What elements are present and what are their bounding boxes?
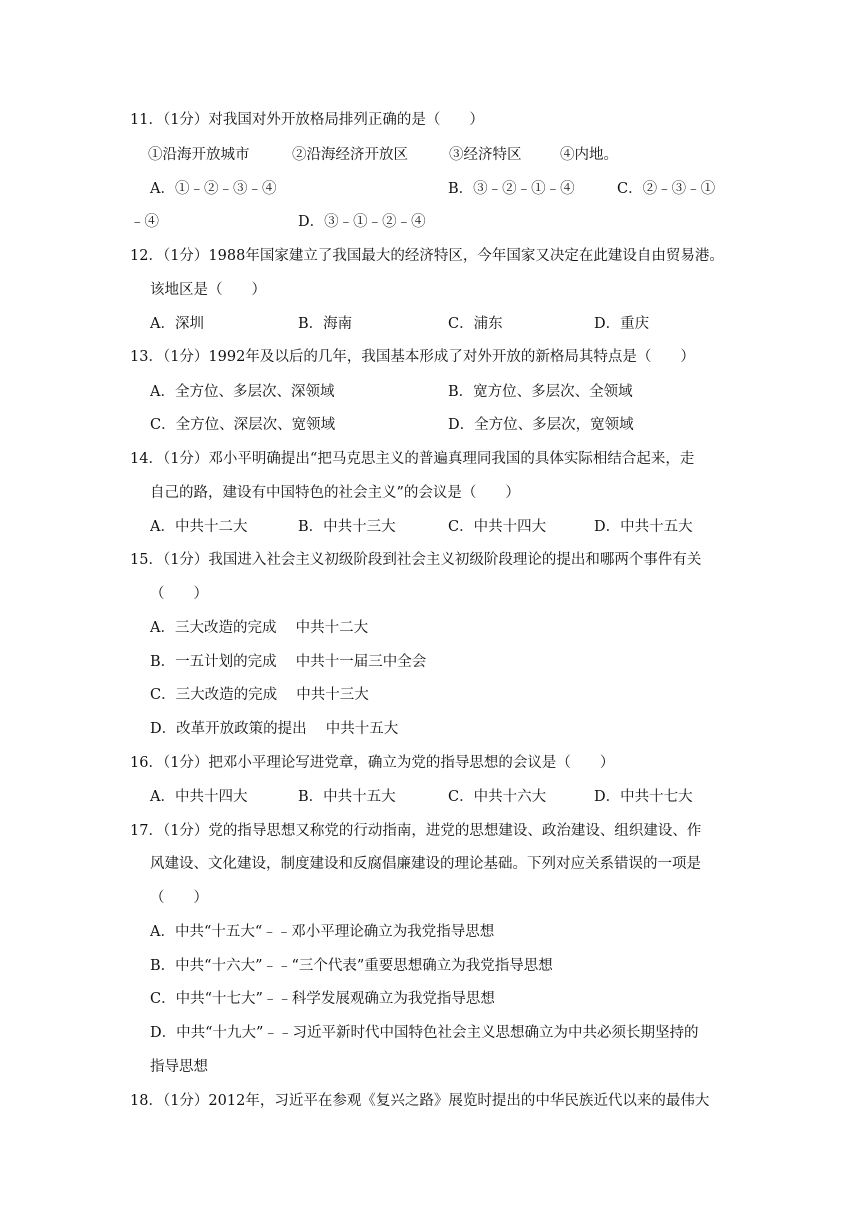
q16-option-a: A．中共十四大 bbox=[150, 789, 248, 805]
q16-option-d: D．中共十七大 bbox=[594, 789, 693, 805]
q12-stem-line1: 12．（1分）1988年国家建立了我国最大的经济特区，今年国家又决定在此建设自由贸易港。 bbox=[130, 248, 724, 264]
q14-stem-line1: 14．（1分）邓小平明确提出“把马克思主义的普遍真理同我国的具体实际相结合起来，走 bbox=[130, 451, 695, 467]
q17-option-a: A．中共“十五大“﹣﹣邓小平理论确立为我党指导思想 bbox=[150, 924, 495, 940]
q12-stem-line2: 该地区是（ ） bbox=[150, 282, 266, 298]
q17-option-b: B．中共“十六大”﹣﹣“三个代表”重要思想确立为我党指导思想 bbox=[150, 958, 553, 974]
q15-option-c: C．三大改造的完成 中共十三大 bbox=[150, 687, 369, 703]
q14-option-c: C．中共十四大 bbox=[448, 519, 547, 535]
q14-option-b: B．中共十三大 bbox=[298, 519, 396, 535]
q15-option-a: A．三大改造的完成 中共十二大 bbox=[150, 620, 369, 636]
q14-option-a: A．中共十二大 bbox=[150, 519, 248, 535]
q11-option-b: B．③﹣②﹣①﹣④ bbox=[448, 181, 575, 197]
q17-option-d: D．中共“十九大”﹣﹣习近平新时代中国特色社会主义思想确立为中共必须长期坚持的 bbox=[150, 1025, 699, 1041]
q11-option-c: C．②﹣③﹣① bbox=[617, 181, 716, 197]
q12-option-b: B．海南 bbox=[298, 316, 353, 332]
q11-option-d: D．③﹣①﹣②﹣④ bbox=[298, 214, 426, 230]
q12-option-c: C．浦东 bbox=[448, 316, 503, 332]
q13-option-d: D．全方位、多层次，宽领域 bbox=[448, 417, 634, 433]
q12-option-a: A．深圳 bbox=[150, 316, 204, 332]
q12-option-d: D．重庆 bbox=[594, 316, 650, 332]
q11-item-3: ③经济特区 bbox=[449, 147, 522, 163]
q14-stem-line2: 自己的路，建设有中国特色的社会主义”的会议是（ ） bbox=[150, 485, 520, 501]
q17-stem-line1: 17．（1分）党的指导思想又称党的行动指南，进党的思想建设、政治建设、组织建设、作 bbox=[130, 823, 702, 839]
q13-option-a: A．全方位、多层次、深领域 bbox=[150, 384, 335, 400]
q15-option-b: B．一五计划的完成 中共十一届三中全会 bbox=[150, 654, 427, 670]
q14-option-d: D．中共十五大 bbox=[594, 519, 693, 535]
q11-stem: 11．（1分）对我国对外开放格局排列正确的是（ ） bbox=[130, 112, 484, 128]
q11-option-a: A．①﹣②﹣③﹣④ bbox=[150, 181, 277, 197]
q13-option-c: C．全方位、深层次、宽领域 bbox=[150, 417, 336, 433]
q17-option-d-cont: 指导思想 bbox=[150, 1059, 208, 1075]
q11-item-4: ④内地。 bbox=[560, 147, 618, 163]
q18-stem-line1: 18．（1分）2012年，习近平在参观《复兴之路》展览时提出的中华民族近代以来的最伟大 bbox=[130, 1093, 710, 1109]
q15-stem-line2: （ ） bbox=[150, 586, 208, 602]
q16-option-c: C．中共十六大 bbox=[448, 789, 547, 805]
q13-stem: 13．（1分）1992年及以后的几年，我国基本形成了对外开放的新格局其特点是（ ） bbox=[130, 349, 695, 365]
q17-stem-line2: 风建设、文化建设，制度建设和反腐倡廉建设的理论基础。下列对应关系错误的一项是 bbox=[150, 856, 701, 872]
q16-stem: 16．（1分）把邓小平理论写进党章，确立为党的指导思想的会议是（ ） bbox=[130, 755, 615, 771]
q11-option-c-cont: ﹣④ bbox=[130, 214, 159, 230]
q16-option-b: B．中共十五大 bbox=[298, 789, 396, 805]
q17-stem-line3: （ ） bbox=[150, 890, 208, 906]
q15-option-d: D．改革开放政策的提出 中共十五大 bbox=[150, 721, 399, 737]
q17-option-c: C．中共“十七大”﹣﹣科学发展观确立为我党指导思想 bbox=[150, 991, 495, 1007]
q13-option-b: B．宽方位、多层次、全领域 bbox=[448, 384, 633, 400]
q15-stem-line1: 15．（1分）我国进入社会主义初级阶段到社会主义初级阶段理论的提出和哪两个事件有关 bbox=[130, 552, 702, 568]
q11-item-2: ②沿海经济开放区 bbox=[292, 147, 408, 163]
q11-item-1: ①沿海开放城市 bbox=[148, 147, 250, 163]
